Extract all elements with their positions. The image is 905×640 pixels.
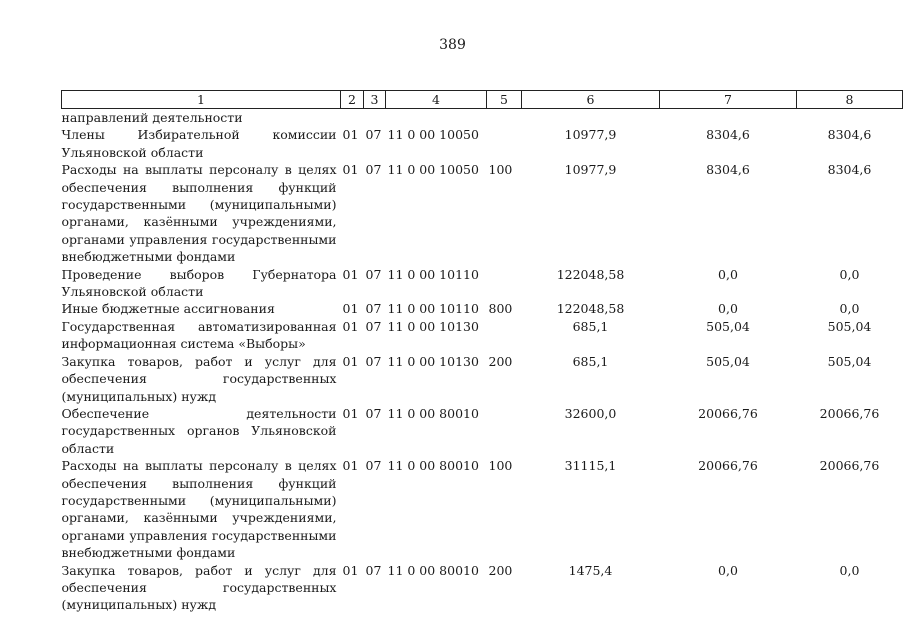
table-row bbox=[62, 405, 903, 457]
row-expense-type: 100 bbox=[488, 162, 513, 178]
row-amount-col7: 505,04 bbox=[706, 318, 750, 334]
column-header: 1 bbox=[62, 91, 341, 109]
row-name: Иные бюджетные ассигнования bbox=[61, 301, 275, 317]
row-expense-type bbox=[487, 109, 522, 127]
row-amount-col8: 0,0 bbox=[839, 266, 860, 282]
table-row bbox=[62, 562, 903, 614]
row-expense-type bbox=[487, 405, 522, 457]
row-amount-col6: 1475,4 bbox=[568, 562, 613, 578]
row-subsection: 07 bbox=[365, 162, 382, 178]
row-amount-col7: 8304,6 bbox=[706, 162, 750, 178]
row-section: 01 bbox=[342, 127, 359, 143]
column-header: 7 bbox=[660, 91, 797, 109]
row-target-article: 11 0 00 80010 bbox=[387, 405, 479, 421]
row-name: Проведение выборов Губернатора Ульяновской области bbox=[61, 266, 337, 300]
row-amount-col7: 505,04 bbox=[706, 353, 750, 369]
page-number: 389 bbox=[439, 37, 466, 53]
row-target-article bbox=[386, 109, 487, 127]
row-name: Закупка товаров, работ и услуг для обеспечения государственных (муниципальных) нужд bbox=[61, 353, 337, 404]
row-amount-col8: 505,04 bbox=[827, 353, 872, 369]
row-amount-col8: 20066,76 bbox=[819, 405, 880, 421]
row-expense-type bbox=[487, 318, 522, 353]
table-row bbox=[62, 161, 903, 265]
row-expense-type bbox=[487, 266, 522, 301]
row-expense-type: 200 bbox=[488, 353, 513, 369]
row-amount-col6: 10977,9 bbox=[564, 127, 617, 143]
column-header: 5 bbox=[487, 91, 522, 109]
row-target-article: 11 0 00 10050 bbox=[387, 162, 479, 178]
row-subsection bbox=[364, 109, 386, 127]
column-header: 6 bbox=[522, 91, 660, 109]
column-header: 4 bbox=[386, 91, 487, 109]
row-subsection: 07 bbox=[365, 318, 382, 334]
row-amount-col7: 20066,76 bbox=[698, 405, 758, 421]
row-subsection: 07 bbox=[365, 562, 382, 578]
budget-table bbox=[61, 90, 903, 614]
column-header: 8 bbox=[797, 91, 903, 109]
table-header-row bbox=[62, 91, 903, 109]
row-section: 01 bbox=[342, 318, 359, 334]
row-amount-col7: 8304,6 bbox=[706, 127, 750, 143]
row-amount-col6: 122048,58 bbox=[556, 301, 625, 317]
row-amount-col8: 0,0 bbox=[839, 301, 860, 317]
row-section: 01 bbox=[342, 266, 359, 282]
table-row bbox=[62, 353, 903, 405]
row-amount-col7: 0,0 bbox=[718, 301, 738, 317]
row-amount-col8: 8304,6 bbox=[827, 127, 872, 143]
row-name: Расходы на выплаты персоналу в целях обеспечения выполнения функций государственными (муниципальными) органами, казёнными учреждениями, органами управления государственными внебюджетными фондами bbox=[61, 162, 337, 265]
row-amount-col6: 122048,58 bbox=[556, 266, 625, 282]
row-amount-col7 bbox=[660, 109, 797, 127]
table-row bbox=[62, 300, 903, 317]
row-amount-col8: 20066,76 bbox=[819, 458, 880, 474]
row-amount-col7: 0,0 bbox=[718, 562, 738, 578]
row-amount-col6: 32600,0 bbox=[564, 405, 617, 421]
row-section: 01 bbox=[342, 162, 359, 178]
table-body bbox=[62, 109, 903, 614]
row-section: 01 bbox=[342, 562, 359, 578]
row-amount-col8: 0,0 bbox=[839, 562, 860, 578]
row-subsection: 07 bbox=[365, 405, 382, 421]
row-target-article: 11 0 00 10110 bbox=[387, 266, 479, 282]
row-target-article: 11 0 00 10130 bbox=[387, 318, 479, 334]
row-amount-col6 bbox=[522, 109, 660, 127]
row-expense-type: 800 bbox=[488, 301, 513, 317]
row-expense-type bbox=[487, 126, 522, 161]
row-amount-col6: 31115,1 bbox=[564, 458, 617, 474]
table-row bbox=[62, 318, 903, 353]
table-row bbox=[62, 109, 903, 127]
row-subsection: 07 bbox=[365, 266, 382, 282]
row-name: Расходы на выплаты персоналу в целях обеспечения выполнения функций государственными (муниципальными) органами, казёнными учреждениями, органами управления государственными внебюджетными фондами bbox=[61, 458, 337, 561]
row-subsection: 07 bbox=[365, 127, 382, 143]
row-target-article: 11 0 00 10050 bbox=[387, 127, 479, 143]
row-subsection: 07 bbox=[365, 353, 382, 369]
row-section bbox=[341, 109, 364, 127]
row-expense-type: 100 bbox=[488, 458, 513, 474]
row-target-article: 11 0 00 10130 bbox=[387, 353, 479, 369]
row-section: 01 bbox=[342, 405, 359, 421]
row-amount-col8: 505,04 bbox=[827, 318, 872, 334]
row-target-article: 11 0 00 80010 bbox=[387, 458, 479, 474]
row-section: 01 bbox=[342, 301, 359, 317]
column-header: 3 bbox=[364, 91, 386, 109]
row-subsection: 07 bbox=[365, 301, 382, 317]
row-expense-type: 200 bbox=[488, 562, 513, 578]
row-name: Обеспечение деятельности государственных органов Ульяновской области bbox=[61, 405, 337, 456]
row-section: 01 bbox=[342, 458, 359, 474]
row-section: 01 bbox=[342, 353, 359, 369]
row-target-article: 11 0 00 10110 bbox=[387, 301, 479, 317]
row-target-article: 11 0 00 80010 bbox=[387, 562, 479, 578]
table-row bbox=[62, 126, 903, 161]
row-amount-col6: 685,1 bbox=[572, 353, 609, 369]
row-amount-col8 bbox=[797, 109, 903, 127]
row-amount-col7: 0,0 bbox=[718, 266, 738, 282]
row-name: Государственная автоматизированная информационная система «Выборы» bbox=[61, 318, 337, 352]
row-amount-col6: 685,1 bbox=[572, 318, 609, 334]
row-amount-col8: 8304,6 bbox=[827, 162, 872, 178]
table-row bbox=[62, 457, 903, 561]
row-name: направлений деятельности bbox=[61, 110, 243, 125]
row-amount-col6: 10977,9 bbox=[564, 162, 617, 178]
column-header: 2 bbox=[341, 91, 364, 109]
table-row bbox=[62, 266, 903, 301]
row-name: Закупка товаров, работ и услуг для обеспечения государственных (муниципальных) нужд bbox=[61, 562, 337, 613]
row-subsection: 07 bbox=[365, 458, 382, 474]
row-name: Члены Избирательной комиссии Ульяновской области bbox=[61, 127, 337, 160]
row-amount-col7: 20066,76 bbox=[698, 458, 758, 474]
